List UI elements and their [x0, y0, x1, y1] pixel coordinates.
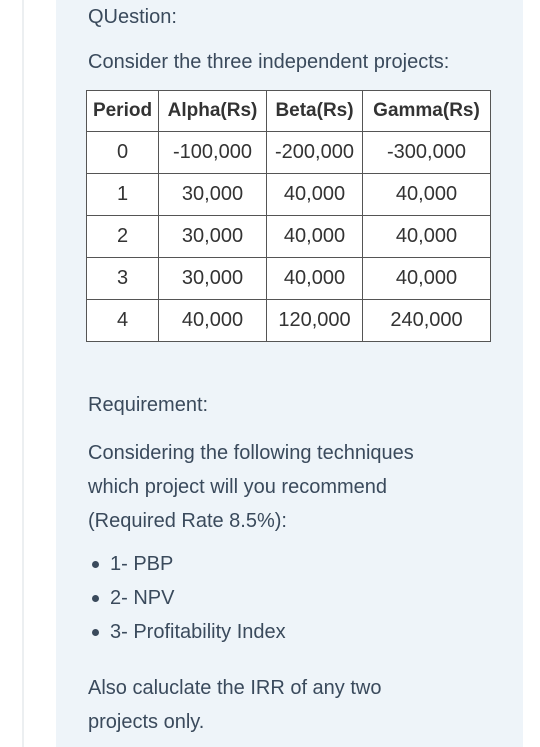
requirement-line: Considering the following techniques: [88, 442, 414, 464]
cell-alpha: 30,000: [159, 258, 267, 300]
cell-period: 3: [87, 258, 159, 300]
header-period: Period: [87, 91, 159, 132]
cell-gamma: 40,000: [363, 258, 491, 300]
projects-table: [86, 90, 491, 342]
cell-beta: 40,000: [267, 258, 363, 300]
header-beta: Beta(Rs): [267, 91, 363, 132]
table-row: [87, 174, 491, 216]
closing-text: [88, 671, 508, 739]
technique-label: 3- Profitability Index: [110, 621, 286, 643]
requirement-title: Requirement:: [88, 394, 209, 416]
cell-alpha: 30,000: [159, 216, 267, 258]
cell-beta: -200,000: [267, 132, 363, 174]
technique-label: 1- PBP: [110, 553, 174, 575]
cell-gamma: 240,000: [363, 300, 491, 342]
table-row: [87, 300, 491, 342]
requirement-line: which project will you recommend: [88, 476, 388, 498]
cell-gamma: 40,000: [363, 216, 491, 258]
bullet-dot-icon: [92, 561, 99, 568]
cell-gamma: -300,000: [363, 132, 491, 174]
question-intro: Consider the three independent projects:: [88, 51, 450, 73]
closing-line: Also caluclate the IRR of any two: [88, 677, 382, 699]
cell-period: 1: [87, 174, 159, 216]
table-row: [87, 132, 491, 174]
cell-beta: 120,000: [267, 300, 363, 342]
technique-label: 2- NPV: [110, 587, 175, 609]
list-item: [88, 615, 286, 649]
cell-period: 4: [87, 300, 159, 342]
closing-line: projects only.: [88, 711, 205, 733]
cell-alpha: 30,000: [159, 174, 267, 216]
table-row: [87, 258, 491, 300]
left-divider: [22, 0, 24, 747]
list-item: [88, 547, 286, 581]
question-heading: QUestion:: [88, 6, 177, 28]
table-header-row: [87, 91, 491, 132]
cell-beta: 40,000: [267, 174, 363, 216]
bullet-dot-icon: [92, 595, 99, 602]
cell-period: 2: [87, 216, 159, 258]
table-row: [87, 216, 491, 258]
cell-gamma: 40,000: [363, 174, 491, 216]
cell-beta: 40,000: [267, 216, 363, 258]
techniques-list: [88, 547, 286, 649]
cell-alpha: 40,000: [159, 300, 267, 342]
cell-period: 0: [87, 132, 159, 174]
requirement-text: [88, 436, 508, 538]
header-gamma: Gamma(Rs): [363, 91, 491, 132]
bullet-dot-icon: [92, 629, 99, 636]
requirement-line: (Required Rate 8.5%):: [88, 510, 287, 532]
header-alpha: Alpha(Rs): [159, 91, 267, 132]
list-item: [88, 581, 286, 615]
cell-alpha: -100,000: [159, 132, 267, 174]
